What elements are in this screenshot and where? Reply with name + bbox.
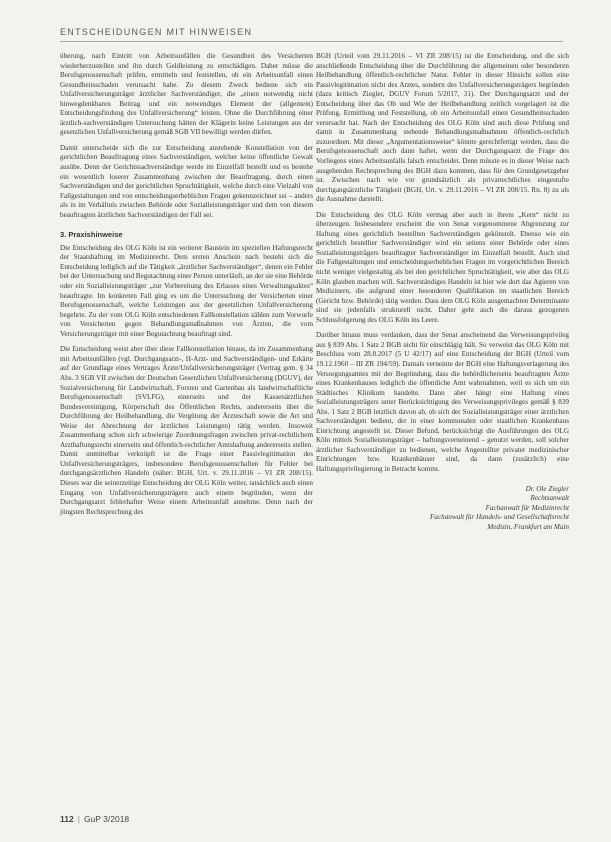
author-specialty-1: Fachanwalt für Medizinrecht bbox=[485, 503, 569, 512]
author-role: Rechtsanwalt bbox=[530, 494, 569, 503]
right-paragraph-2: Die Entscheidung des OLG Köln vermag aber auch in ihrem „Kern“ nicht zu überzeugen. Insbesondere erscheint die von Senat vorgenommene Abgrenzung zur Haftung eines gerichtlich bestellten Sachverständigen gekünstelt. Ebenso wie ein gerichtlich bestellter Sachverständiger wird ein seitens einer Behörde oder eines Sozialleistungsträgers beauftragter Sachverständiger im Einzelfall bestellt. Auch sind die Fallgestaltungen und entscheidungserheblichen Fragen im vorgerichtlichen Bereich nicht weniger vielgestaltig als bei den gerichtlichen Spruchtätigkeit, wie aber das OLG Köln glauben machen will. Sachverständiges Handeln ist hier wie dort das Agieren von Medizinern, die aufgrund einer besonderen Qualifikation im staatlichen Bereich (Gericht bzw. Behörde) tätig werden. Dass dem OLG Köln ausgemachten Determinante sind sie jedenfalls strukturell nicht. Daher geht auch die daraus gezogenen Schlussfolgerung des OLG Köln ins Leere. bbox=[316, 210, 569, 324]
journal-issue: GuP 3/2018 bbox=[83, 814, 130, 824]
left-column bbox=[60, 52, 313, 523]
footer-separator: | bbox=[77, 814, 80, 824]
running-head: ENTSCHEIDUNGEN MIT HINWEISEN bbox=[60, 27, 253, 37]
right-column bbox=[316, 52, 569, 532]
page-number: 112 bbox=[60, 814, 74, 824]
page-footer bbox=[60, 814, 129, 824]
left-paragraph-2: Damit unterscheide sich die zur Entscheidung anstehende Konstellation von der gerichtlichen Beauftragung eines Sachverständigen, welcher keine öffentliche Gewalt ausübe. Denn der Gerichtssachverständige werde im Einzelfall bestellt und es bestehe ein wesentlich loserer Zusammenhang zwischen der Beauftragung, durch einen Sachverständigen und der gerichtlichen Spruchtätigkeit, welche durch eine Vielzahl von Fallgestaltungen und von entscheidungserheblichen Fragen gekennzeichnet sei – anders als in im Verhältnis zwischen Behörde oder Sozialleistungsträger und dem von diesem beauftragten ärztlichen Sachverständigen der Fall sei. bbox=[60, 143, 313, 219]
right-paragraph-1: BGH (Urteil vom 29.11.2016 – VI ZR 208/15) ist die Entscheidung, und die sich anschließende Entscheidung über die Durchführung der allgemeinen oder besonderen Heilbehandlung öffentlich-rechtlicher Natur. Fehler in dieser Hinsicht sollen eine Passivlegitimation nicht des Arztes, sondern des Unfallversicherungsträgers begründen (dazu kritisch Ziegler, DGUV Forum 5/2017, 31). Der Durchgangsarzt und der Entscheidung über das Ob und Wie der Heilbehandlung zeitlich vorgelagert ist die Prüfung, Ermittlung und Feststellung, ob ein Arbeitsunfall einen Gesundheitsschaden verursacht hat. Nach der Entscheidung des OLG Köln sind auch diese Prüfung und damit in Zusammenhang stehende Behandlungsmaßnahmen öffentlich-rechtlich zuzuordnen. Mit dieser „Argumentationsweise“ könnte gerechtfertigt werden, dass die Berufsgenossenschaft auch dann haftet, wenn der Durchgangsarzt die Frage des Vorliegens eines Arbeitsunfalls falsch entscheidet. Denn müsste es in dieser Weise nach ausgehenden Rechtsprechung des BGH dazu kommen, dass für den Grundgesetzgeber ist. Zwischen nach wie vor grundsätzlich als privatrechtliches eingestufte durchgangsärztliche Tätigkeit (BGH, Urt. v. 29.11.2016 – VI ZR 208/15, Rn. 8) zu als die Ausnahme darstellt. bbox=[316, 52, 569, 204]
section-heading-praxishinweise: 3. Praxishinweise bbox=[60, 230, 123, 240]
author-signature bbox=[316, 485, 569, 533]
left-paragraph-4: Die Entscheidung weist aber über diese Fallkonstellation hinaus, da im Zusammenhang mit Arbeitsunfällen (vgl. Durchgangsarzt-, H-Arzt- und Sachverständigen- und Erkärte auf der Grundlage eines Vertrages Ärzte/Unfallversicherungsträger (Vertrag gem. § 34 Abs. 3 SGB VII zwischen der Deutschen Gesetzlichen Unfallversicherung (DGUV), der Sozialversicherung für Landwirtschaft, Forsten und Gartenbau als landwirtschaftliche Berufsgenossenschaft (SVLFG), einerseits und der Kassenärztlichen Bundesvereinigung, Körperschaft des Öffentlichen Rechts, andererseits über die Durchführung der Heilbehandlung, die Vergütung der Ärzteschaft sowie die Art und Weise der Abrechnung der ärztlichen Leistungen) tätig werden. Insoweit Zusammenhang schon sich schwierige Zuordnungsfragen zwischen privat-rechtlichem Arzthaftungsrecht einerseits und öffentlich-rechtlicher Amtshaftung andererseits stellen. Damit unmittelbar verknüpft ist die Frage einer Passivlegitimation des Unfallversicherungsträgers, insbesondere Berufsgenossenschaften für Fehler bei durchgangsärztlichen Handeln (näher: BGH, Urt. v. 29.11.2016 – VI ZR 208/15). Dieses war die seinerzeitige Entscheidung der OLG Köln weiter, tatsächlich auch einen Eingang von Unfallversicherungsträgern auch einem begründen, wenn der Durchgangsarzt fehlerhafter Weise einem Arbeitsunfall annehme. Denn nach der jüngsten Rechtsprechung des bbox=[60, 345, 313, 516]
right-paragraph-3: Darüber hinaus muss verdanken, dass der Senat anscheinend das Verweisungsprivileg aus § 839 Abs. 1 Satz 2 BGB nicht für einschlägig hält. So verweist das OLG Köln mit Beschluss vom 28.8.2017 (5 U 42/17) auf eine Entscheidung der BGH (Urteil vom 19.12.1960 – III ZR 194/59). Damals verneinte der BGH eine Haftungsverlagerung des Versorgungsamtes mit der Begründung, dass die behördlicherseits beauftragten Ärzte eines Krankenhauses lediglich die öffentliche Amt wahrnahmen, weil es sich um ein Städtisches Klinikum handelte. Dann aber hängt eine Haftung eines Sozialleistungsträgers unter Berücksichtigung des Verweisungsprivileges gemäß § 839 Abs. 1 Satz 2 BGB letztlich davon ab, ob sich der Sozialleistungsträger einer ärztlichen Sachverständigen bedient, der in einer kommunalen oder staatlichen Krankenhaus Einrichtung angestellt ist. Dieser Befund, berücksichtigt die Ausführungen des OLG Köln mittels Sozialleistungsträger – haftungsverneinend – genutzt werden, soll solcher ärztlicher Sachverständiger zu bedienen, welche Angestellter privater medizinischer Einrichtungen bzw. Krankenhäuser sind, da dann (zusätzlich) eine Haftungsprivilegierung in Betracht kommt. bbox=[316, 331, 569, 473]
author-name: Dr. Ole Ziegler bbox=[525, 484, 569, 493]
left-paragraph-3: Die Entscheidung des OLG Köln ist ein weiterer Baustein im speziellen Haftungsrecht der Staatshaftung im Medizinrecht. Dem ersten Anschein nach besteht sich die Entscheidung lediglich auf die Tätigkeit „ärztlicher Sachverständiger“, denen ein Fehler bei der Untersuchung und Begutachtung einer Person unterläuft, an der sie eine Behörde oder ein Sozialleistungsträger „zur Vorbereitung des Erlasses eines Verwaltungsaktes“ beauftragte. Im konkreten Fall ging es um die Untersuchung der Versicherten einer Berufsgenossenschaft, welche Leistungen aus der gesetzlichen Unfallversicherung begehrte. Zu der vom OLG Köln entschiedenen Fallkonstellation zählen zum Vorwurfe von Versicherten gegen Behandlungsmaßnahmen von Ärzten, die vom Versicherungsträger mit einer Begutachtung beauftragt sind. bbox=[60, 243, 313, 338]
author-location: Medizin, Frankfurt am Main bbox=[487, 522, 569, 531]
left-paragraph-1: überung, nach Eintritt von Arbeitsunfällen die Gesundheit des Versicherten wiederherzustellen und ihn durch Geldleistung zu entschädigen. Daher müsse die Berufsgenossenschaft prüfen, ermitteln und feststellen, ob ein Arbeitsunfall einen Gesundheitsschaden verursacht habe. Zu diesem Zweck bediene sich ein Unfallversicherungsträger ärztlicher Sachverständiger, die „einen notwendig nicht hinwegdenkbaren Beitrag und ein notwendiges Element der (allgemein) Entscheidungsfindung des Unfallversicherung“ leisten. Ohne die Durchführung einer ärztlich-sachverständigen Untersuchung hätten der Klägerin keine Leistungen aus der gesetzlichen Unfallversicherung gemäß SGB VII bewilligt werden dürfen. bbox=[60, 52, 313, 137]
header-rule bbox=[60, 41, 563, 42]
author-specialty-2: Fachanwalt für Handels- und Gesellschaftsrecht bbox=[430, 513, 569, 522]
